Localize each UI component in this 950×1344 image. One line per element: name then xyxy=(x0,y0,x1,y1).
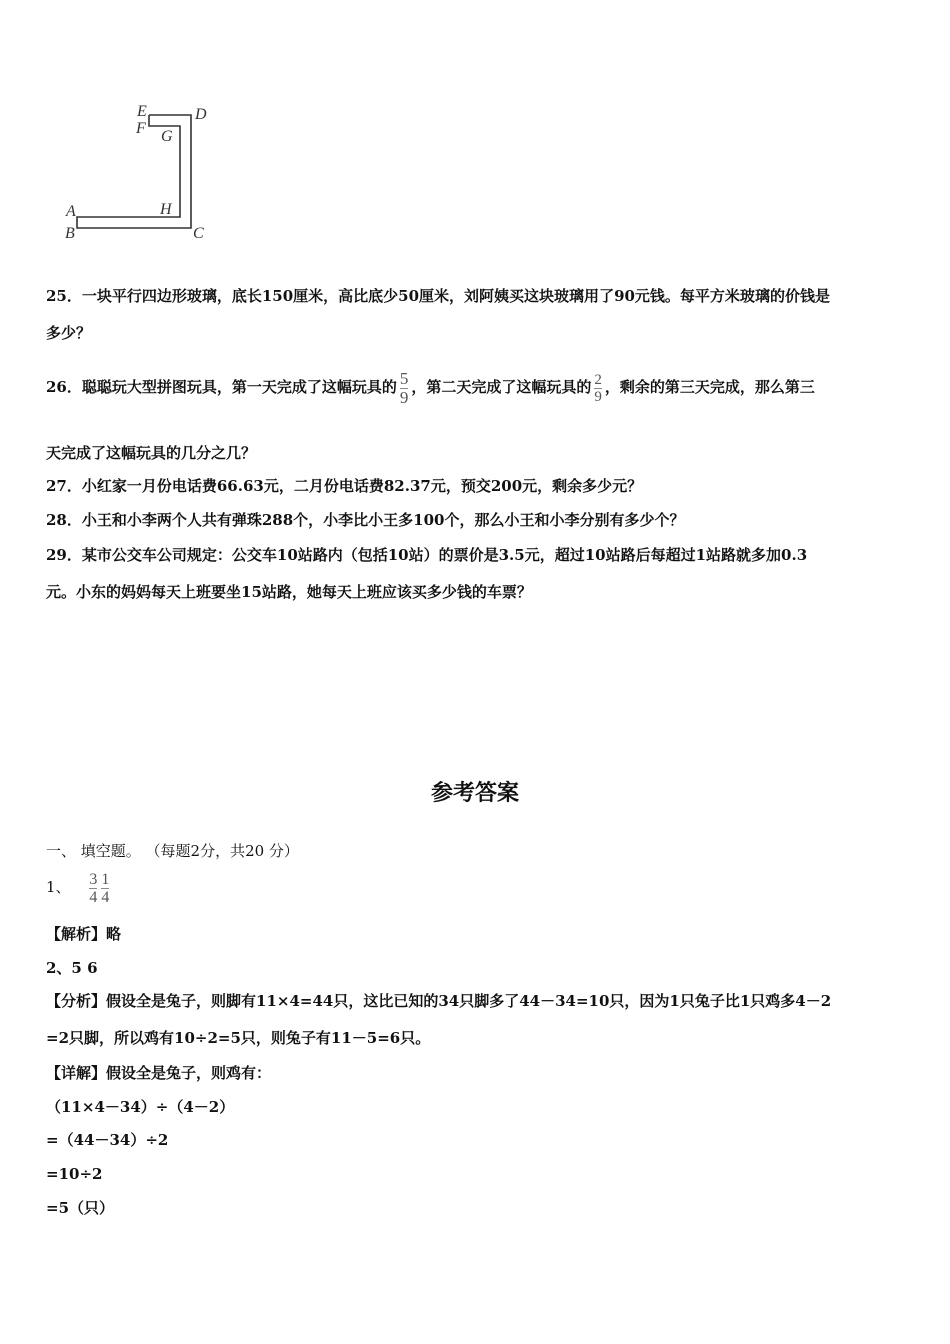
question-29-line2: 元。小东的妈妈每天上班要坐15站路，她每天上班应该买多少钱的车票？ xyxy=(46,583,532,601)
question-29-line1: 29．某市公交车公司规定：公交车10站路内（包括10站）的票价是3.5元，超过10站路后每超过1站路就多加0.3 xyxy=(46,546,808,564)
answer-1-label: 1、 xyxy=(46,878,71,896)
fraction-3-4 xyxy=(89,871,97,906)
question-28: 28．小王和小李两个人共有弹珠288个，小李比小王多100个，那么小王和小李分别有多少个？ xyxy=(46,511,685,529)
fraction-denominator: 9 xyxy=(399,387,409,407)
answers-title: 参考答案 xyxy=(430,781,519,806)
question-26-part3: ，剩余的第三天完成，那么第三 xyxy=(604,378,815,396)
fraction-numerator: 1 xyxy=(101,870,110,888)
fraction-denominator: 9 xyxy=(594,388,602,405)
label-a: A xyxy=(66,203,76,220)
fraction-2-9 xyxy=(594,372,602,405)
label-f: F xyxy=(136,120,146,137)
label-h: H xyxy=(160,201,172,218)
fraction-numerator: 3 xyxy=(89,870,98,888)
answer-1-analysis: 【解析】略 xyxy=(46,925,122,943)
calc-step-2: =（44－34）÷2 xyxy=(46,1131,169,1149)
answers-section1-heading: 一、 填空题。 （每题2分，共20 分） xyxy=(46,842,299,860)
question-26-line2: 天完成了这幅玩具的几分之几？ xyxy=(46,444,257,462)
fraction-numerator: 2 xyxy=(594,371,602,388)
question-26-part2: ，第二天完成了这幅玩具的 xyxy=(411,378,592,396)
answer-2-xiangjie: 【详解】假设全是兔子，则鸡有： xyxy=(46,1064,272,1082)
question-26-part1: 26．聪聪玩大型拼图玩具，第一天完成了这幅玩具的 xyxy=(46,378,397,396)
question-27: 27．小红家一月份电话费66.63元，二月份电话费82.37元，预交200元，剩余多少元？ xyxy=(46,477,643,495)
calc-step-3: =10÷2 xyxy=(46,1165,103,1183)
fraction-1-4 xyxy=(101,871,109,906)
label-e: E xyxy=(137,103,147,120)
fraction-denominator: 4 xyxy=(101,888,110,906)
answer-2-fenxi-line1: 【分析】假设全是兔子，则脚有11×4=44只，这比已知的34只脚多了44－34=10只，因为1只兔子比1只鸡多4－2 xyxy=(46,992,832,1010)
answer-1 xyxy=(46,866,111,908)
calc-step-1: （11×4－34）÷（4－2） xyxy=(46,1098,235,1116)
label-d: D xyxy=(195,106,207,123)
fraction-numerator: 5 xyxy=(399,368,409,388)
label-b: B xyxy=(65,225,75,242)
question-26-line1 xyxy=(46,356,815,418)
question-25-line2: 多少？ xyxy=(46,324,92,342)
fraction-5-9 xyxy=(400,370,409,407)
question-25-line1: 25．一块平行四边形玻璃，底长150厘米，高比底少50厘米，刘阿姨买这块玻璃用了90元钱。每平方米玻璃的价钱是 xyxy=(46,287,830,305)
label-c: C xyxy=(193,225,204,242)
figure-outline xyxy=(77,115,191,228)
answer-2-fenxi-line2: =2只脚，所以鸡有10÷2=5只，则兔子有11－5=6只。 xyxy=(46,1029,431,1047)
answer-2: 2、5 6 xyxy=(46,959,98,977)
calc-step-4: =5（只） xyxy=(46,1199,115,1217)
fraction-denominator: 4 xyxy=(89,888,98,906)
label-g: G xyxy=(161,128,173,145)
